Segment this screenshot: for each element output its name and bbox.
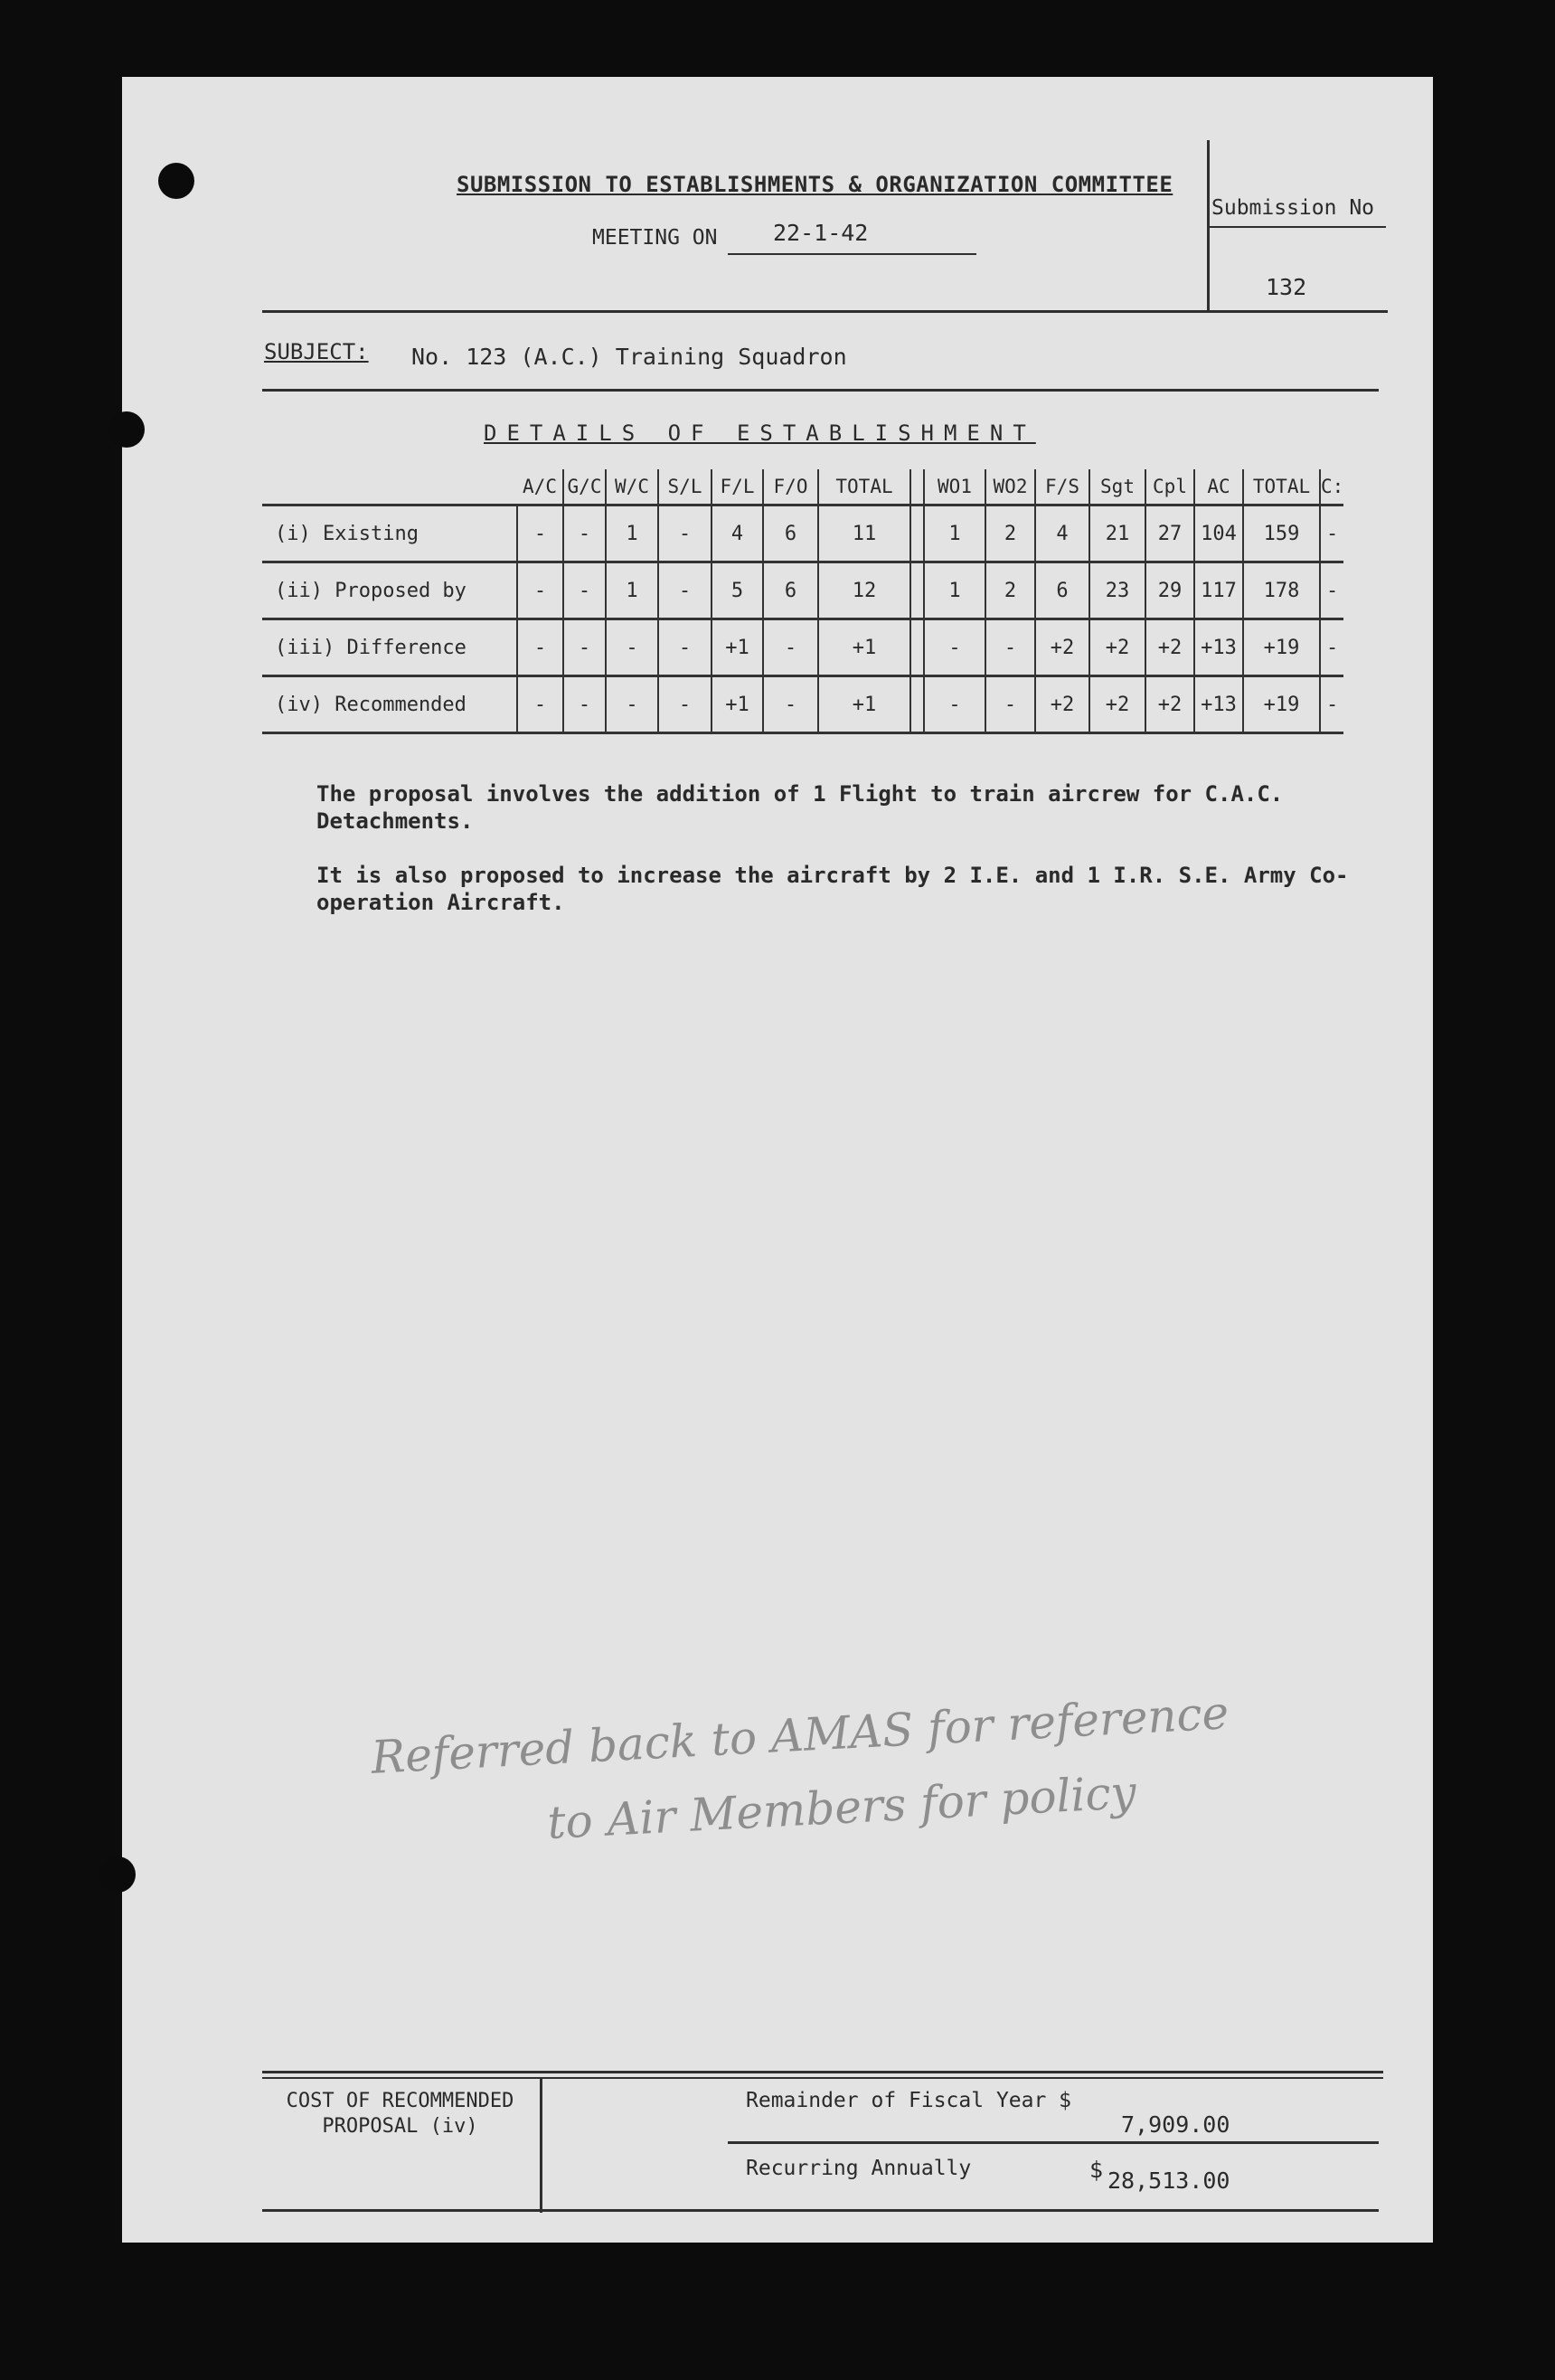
table-cell: 1 [606, 562, 658, 619]
table-cell: +2 [1035, 676, 1089, 733]
row-label: (i) Existing [262, 505, 517, 562]
table-cell: - [1320, 619, 1343, 676]
table-cell: +13 [1194, 676, 1243, 733]
committee-title: SUBMISSION TO ESTABLISHMENTS & ORGANIZATION COMMITTEE [457, 172, 1173, 197]
table-cell: - [658, 562, 712, 619]
column-gap [910, 562, 924, 619]
subject-rule [262, 389, 1379, 392]
table-cell: +1 [818, 676, 910, 733]
table-cell: +1 [712, 619, 763, 676]
punch-hole [108, 411, 145, 448]
table-cell: - [517, 619, 563, 676]
table-cell: +2 [1145, 619, 1194, 676]
meeting-label: MEETING ON [592, 226, 718, 250]
column-gap [910, 469, 924, 505]
remainder-amount: 7,909.00 [1121, 2111, 1230, 2138]
recurring-label: Recurring Annually [746, 2157, 972, 2180]
column-header: TOTAL [818, 469, 910, 505]
column-header: AC [1194, 469, 1243, 505]
table-cell: - [606, 676, 658, 733]
table-cell: - [763, 676, 818, 733]
table-row [262, 619, 1343, 676]
handwritten-note-line-2: to Air Members for policy [545, 1765, 1138, 1850]
column-header: S/L [658, 469, 712, 505]
table-cell: 12 [818, 562, 910, 619]
column-gap [910, 619, 924, 676]
cost-label [262, 2089, 538, 2139]
column-header: TOTAL [1243, 469, 1320, 505]
table-cell: +13 [1194, 619, 1243, 676]
table-cell: - [924, 676, 985, 733]
table-cell: - [658, 505, 712, 562]
meeting-underline [728, 253, 976, 255]
table-cell: - [924, 619, 985, 676]
row-label: (ii) Proposed by [262, 562, 517, 619]
table-cell: 4 [712, 505, 763, 562]
table-cell: 159 [1243, 505, 1320, 562]
table-cell: 27 [1145, 505, 1194, 562]
row-label: (iii) Difference [262, 619, 517, 676]
column-header: F/L [712, 469, 763, 505]
table-cell: 11 [818, 505, 910, 562]
table-cell: - [1320, 505, 1343, 562]
recurring-amount: 28,513.00 [1107, 2168, 1230, 2194]
table-cell: 21 [1089, 505, 1145, 562]
table-cell: +1 [818, 619, 910, 676]
table-cell: - [517, 562, 563, 619]
table-cell: 23 [1089, 562, 1145, 619]
table-cell: 2 [985, 505, 1035, 562]
details-heading: DETAILS OF ESTABLISHMENT [484, 420, 1036, 446]
table-cell: +19 [1243, 676, 1320, 733]
subject-label: SUBJECT: [264, 339, 369, 364]
table-cell: - [517, 505, 563, 562]
cost-bottom-rule [262, 2209, 1379, 2212]
cost-divider [540, 2077, 542, 2213]
meeting-date: 22-1-42 [773, 220, 869, 246]
table-cell: 1 [924, 562, 985, 619]
column-header: F/S [1035, 469, 1089, 505]
establishment-table [262, 469, 1343, 734]
submission-number: 132 [1266, 274, 1307, 300]
table-cell: - [1320, 676, 1343, 733]
table-row [262, 505, 1343, 562]
table-row [262, 676, 1343, 733]
column-header: WO1 [924, 469, 985, 505]
table-cell: - [563, 676, 606, 733]
table-cell: 4 [1035, 505, 1089, 562]
cost-label-line-2: PROPOSAL (iv) [322, 2115, 478, 2138]
cost-mid-rule [728, 2141, 1379, 2144]
paragraph-aircraft: It is also proposed to increase the aircraft by 2 I.E. and 1 I.R. S.E. Army Co-operation Aircraft. [316, 863, 1349, 915]
table-cell: +1 [712, 676, 763, 733]
column-header: Sgt [1089, 469, 1145, 505]
table-cell: - [563, 562, 606, 619]
header-rule [262, 310, 1388, 313]
table-row [262, 562, 1343, 619]
table-cell: - [658, 676, 712, 733]
table-cell: - [563, 505, 606, 562]
table-cell: 1 [924, 505, 985, 562]
column-header: Cpl [1145, 469, 1194, 505]
remainder-label: Remainder of Fiscal Year $ [746, 2089, 1072, 2112]
row-label-header [262, 469, 517, 505]
table-cell: 117 [1194, 562, 1243, 619]
table-cell: 6 [1035, 562, 1089, 619]
table-cell: 5 [712, 562, 763, 619]
table-cell: - [1320, 562, 1343, 619]
table-cell: 104 [1194, 505, 1243, 562]
column-header: C: [1321, 476, 1344, 497]
table-cell: 1 [606, 505, 658, 562]
table-cell: +2 [1089, 619, 1145, 676]
column-header: G/C [563, 469, 606, 505]
submission-underline [1210, 226, 1386, 228]
document-page [122, 77, 1433, 2243]
table-cell: +2 [1145, 676, 1194, 733]
table-header-row [262, 469, 1343, 505]
column-gap [910, 505, 924, 562]
submission-no-label: Submission No [1211, 196, 1375, 220]
table-cell: - [985, 619, 1035, 676]
handwritten-note-line-1: Referred back to AMAS for reference [370, 1686, 1230, 1784]
punch-hole [99, 1856, 136, 1893]
cost-label-line-1: COST OF RECOMMENDED [286, 2090, 514, 2112]
table-cell: 2 [985, 562, 1035, 619]
column-header: WO2 [985, 469, 1035, 505]
column-header: A/C [517, 469, 563, 505]
table-cell: +19 [1243, 619, 1320, 676]
currency-sign: $ [1089, 2157, 1104, 2183]
table-cell: 6 [763, 505, 818, 562]
table-cell: - [985, 676, 1035, 733]
table-cell: +2 [1089, 676, 1145, 733]
table-cell: - [658, 619, 712, 676]
table-cell: - [517, 676, 563, 733]
column-gap [910, 676, 924, 733]
column-header: F/O [763, 469, 818, 505]
table-cell: - [563, 619, 606, 676]
column-header: W/C [606, 469, 658, 505]
table-cell: - [606, 619, 658, 676]
cost-top-rule [262, 2071, 1383, 2073]
table-cell: 29 [1145, 562, 1194, 619]
table-cell: - [763, 619, 818, 676]
table-cell: 6 [763, 562, 818, 619]
table-cell: 178 [1243, 562, 1320, 619]
paragraph-proposal: The proposal involves the addition of 1 Flight to train aircrew for C.A.C. Detachments. [316, 781, 1284, 834]
table-cell: +2 [1035, 619, 1089, 676]
punch-hole [158, 163, 194, 199]
row-label: (iv) Recommended [262, 676, 517, 733]
subject-value: No. 123 (A.C.) Training Squadron [411, 344, 847, 370]
cost-top-rule-inner [262, 2077, 1383, 2079]
